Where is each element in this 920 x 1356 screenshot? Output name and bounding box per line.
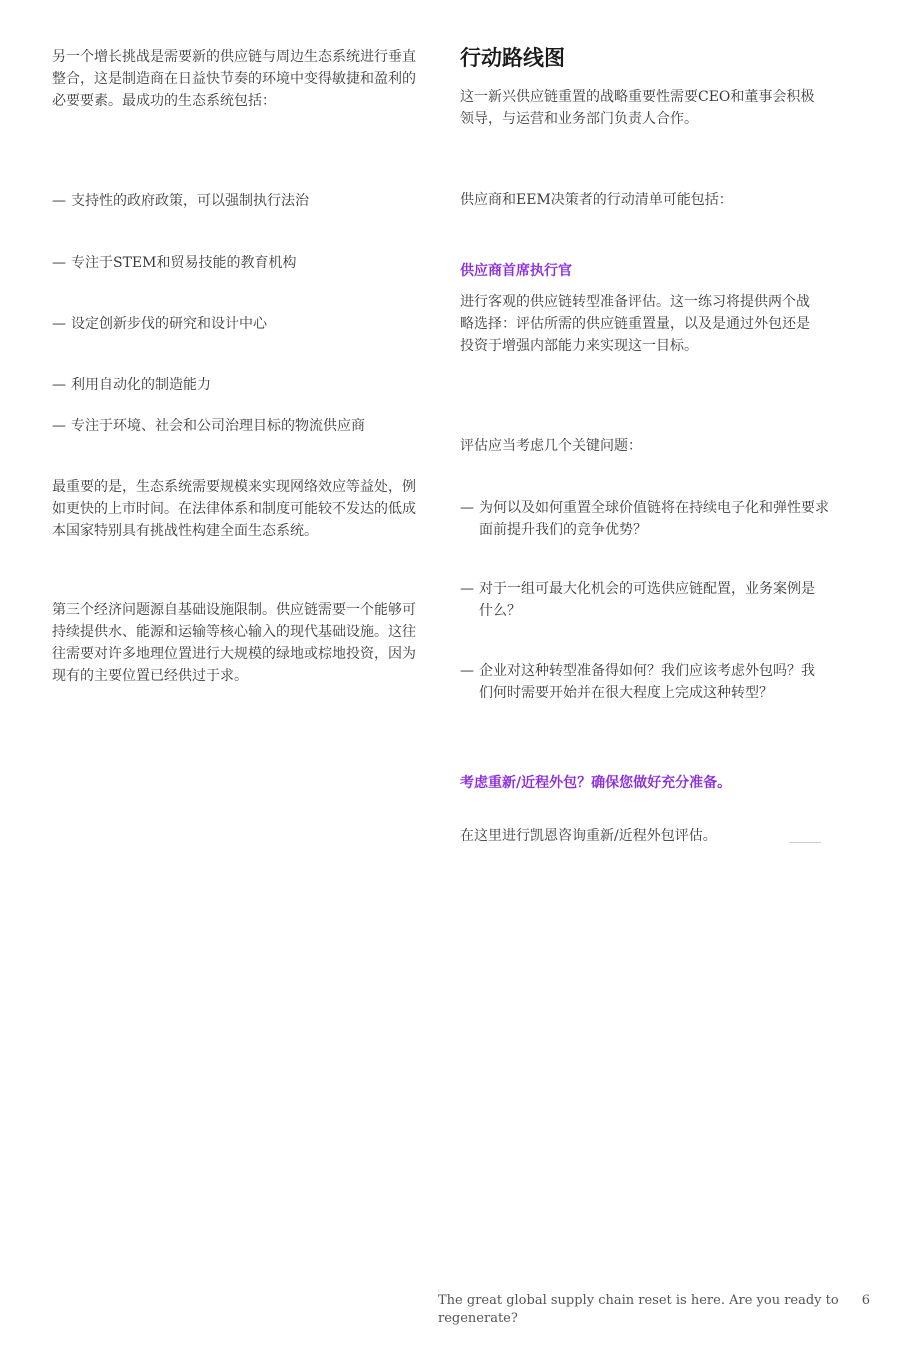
list-item-text: 专注于STEM和贸易技能的教育机构: [71, 255, 297, 271]
dash-icon: —: [460, 663, 474, 679]
supplier-ceo-paragraph: 进行客观的供应链转型准备评估。这一练习将提供两个战略选择：评估所需的供应链重置量，以及是通过外包还是投资于增强内部能力来实现这一目标。: [460, 294, 810, 354]
left-paragraph-ecosystem-scale: 最重要的是，生态系统需要规模来实现网络效应等益处，例如更快的上市时间。在法律体系和制度可能较不发达的低成本国家特别具有挑战性构建全面生态系统。: [52, 479, 416, 539]
cta-heading-link[interactable]: 考虑重新/近程外包？确保您做好充分准备。: [460, 775, 732, 791]
page-number: 6: [861, 1293, 870, 1308]
dash-icon: —: [460, 500, 474, 516]
dash-icon: —: [52, 418, 66, 434]
questions-intro: 评估应当考虑几个关键问题：: [460, 438, 642, 454]
list-item-text: 支持性的政府政策，可以强制执行法治: [71, 193, 309, 209]
action-list-intro: 供应商和EEM决策者的行动清单可能包括：: [460, 192, 733, 208]
list-item-text: 利用自动化的制造能力: [71, 377, 211, 393]
list-item: [52, 252, 422, 274]
divider: [790, 842, 821, 843]
page-footer: [438, 1292, 870, 1328]
list-item: [52, 415, 422, 437]
list-item-text: 专注于环境、社会和公司治理目标的物流供应商: [71, 418, 365, 434]
list-item: [460, 660, 825, 704]
list-item: [52, 190, 422, 212]
dash-icon: —: [52, 255, 66, 271]
left-intro-paragraph: 另一个增长挑战是需要新的供应链与周边生态系统进行垂直整合，这是制造商在日益快节奏的环境中变得敏捷和盈利的必要要素。最成功的生态系统包括：: [52, 49, 416, 109]
list-item-text: 对于一组可最大化机会的可选供应链配置，业务案例是什么？: [479, 581, 815, 619]
list-item: [460, 497, 835, 541]
footer-text: The great global supply chain reset is here. Are you ready to regenerate?: [438, 1293, 839, 1326]
list-item: [52, 374, 422, 396]
left-paragraph-infrastructure: 第三个经济问题源自基础设施限制。供应链需要一个能够可持续提供水、能源和运输等核心输入的现代基础设施。这往往需要对许多地理位置进行大规模的绿地或棕地投资，因为现有的主要位置已经供过于求。: [52, 602, 416, 684]
page-title: 行动路线图: [460, 46, 565, 70]
list-item: [460, 578, 820, 622]
list-item-text: 企业对这种转型准备得如何？我们应该考虑外包吗？我们何时需要开始并在很大程度上完成这种转型？: [479, 663, 815, 701]
cta-assessment-link[interactable]: 在这里进行凯恩咨询重新/近程外包评估。: [460, 828, 717, 844]
dash-icon: —: [52, 193, 66, 209]
list-item: [52, 313, 422, 335]
list-item-text: 为何以及如何重置全球价值链将在持续电子化和弹性要求面前提升我们的竞争优势？: [479, 500, 829, 538]
list-item-text: 设定创新步伐的研究和设计中心: [71, 316, 267, 332]
dash-icon: —: [460, 581, 474, 597]
subheading-supplier-ceo: 供应商首席执行官: [460, 263, 572, 279]
dash-icon: —: [52, 316, 66, 332]
dash-icon: —: [52, 377, 66, 393]
right-intro-paragraph: 这一新兴供应链重置的战略重要性需要CEO和董事会积极领导，与运营和业务部门负责人合作。: [460, 89, 815, 127]
